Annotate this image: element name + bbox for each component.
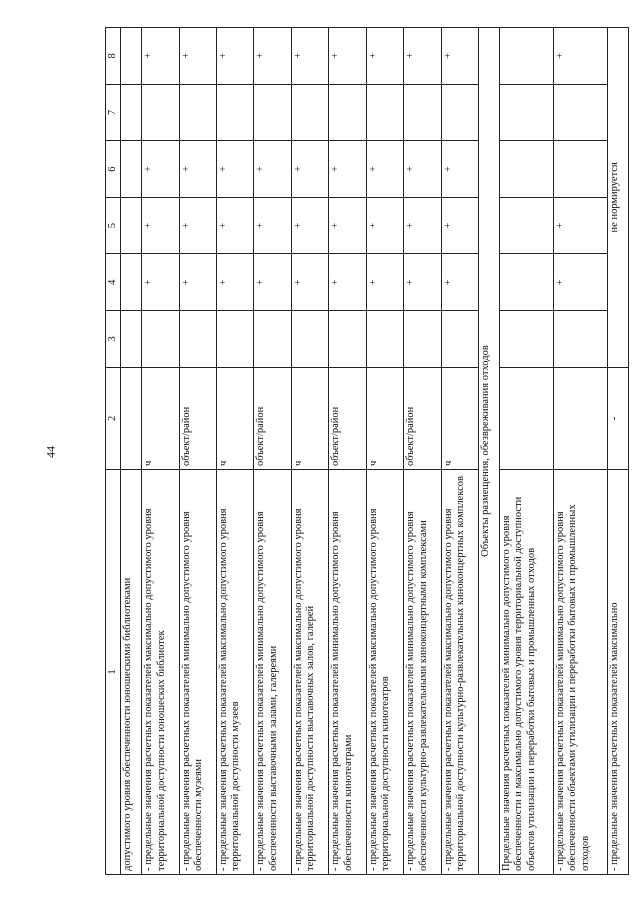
mark-cell — [121, 28, 142, 85]
not-regulated-note: не нормируется — [608, 28, 629, 368]
mark-cell: + — [329, 28, 366, 85]
mark-cell — [499, 141, 553, 198]
mark-cell — [404, 311, 441, 368]
header-cell: 5 — [106, 197, 121, 254]
indicator-label: допустимого уровня обеспеченности юношескими библиотеками — [121, 470, 142, 875]
mark-cell: + — [329, 141, 366, 198]
mark-cell: + — [441, 141, 478, 198]
indicator-label: - предельные значения расчетных показателей минимально допустимого уровня обеспеченности культурно-развлекательными киноконцертными комплексами — [404, 470, 441, 875]
mark-cell — [217, 84, 254, 141]
unit-cell: объект/район — [404, 367, 441, 469]
mark-cell — [553, 84, 607, 141]
unit-cell: объект/район — [329, 367, 366, 469]
table-row — [179, 28, 216, 875]
mark-cell: + — [142, 197, 179, 254]
table-row — [142, 28, 179, 875]
mark-cell: + — [291, 28, 328, 85]
indicator-label: - предельные значения расчетных показателей максимально допустимого уровня территориальной доступности культурно-развлекательных киноконцертных комплексов — [441, 470, 478, 875]
mark-cell: + — [142, 254, 179, 311]
mark-cell — [329, 84, 366, 141]
mark-cell: + — [254, 28, 291, 85]
mark-cell: + — [404, 28, 441, 85]
indicator-label: - предельные значения расчетных показателей максимально допустимого уровня территориальной доступности музеев — [217, 470, 254, 875]
mark-cell: + — [179, 28, 216, 85]
indicator-label: - предельные значения расчетных показателей максимально допустимого уровня территориальной доступности кинотеатров — [366, 470, 403, 875]
indicator-label: - предельные значения расчетных показателей максимально допустимого уровня территориальной доступности выставочных залов, галерей — [291, 470, 328, 875]
unit-cell: ч — [366, 367, 403, 469]
table-row — [441, 28, 478, 875]
mark-cell: + — [553, 28, 607, 85]
mark-cell — [291, 311, 328, 368]
mark-cell: + — [404, 141, 441, 198]
unit-cell: ч — [441, 367, 478, 469]
header-row — [106, 28, 121, 875]
mark-cell: + — [217, 254, 254, 311]
mark-cell — [121, 197, 142, 254]
section-row — [479, 28, 500, 875]
indicator-label: - предельные значения расчетных показателей минимально допустимого уровня обеспеченности кинотеатрами — [329, 470, 366, 875]
header-cell: 1 — [106, 470, 121, 875]
mark-cell — [254, 311, 291, 368]
mark-cell: + — [291, 197, 328, 254]
mark-cell: + — [254, 197, 291, 254]
mark-cell — [121, 254, 142, 311]
rotated-table-container — [105, 27, 629, 875]
page-number: 44 — [43, 446, 58, 458]
header-cell: 7 — [106, 84, 121, 141]
table-row — [217, 28, 254, 875]
mark-cell — [366, 311, 403, 368]
mark-cell: + — [553, 254, 607, 311]
mark-cell — [121, 311, 142, 368]
mark-cell: + — [217, 141, 254, 198]
mark-cell: + — [329, 197, 366, 254]
mark-cell: + — [254, 141, 291, 198]
unit-cell: ч — [142, 367, 179, 469]
unit-cell: объект/район — [254, 367, 291, 469]
unit-cell: - — [608, 367, 629, 469]
mark-cell: + — [217, 28, 254, 85]
table-row — [291, 28, 328, 875]
mark-cell — [499, 311, 553, 368]
mark-cell — [142, 84, 179, 141]
mark-cell: + — [366, 141, 403, 198]
mark-cell: + — [366, 197, 403, 254]
mark-cell: + — [441, 197, 478, 254]
mark-cell: + — [291, 141, 328, 198]
mark-cell — [553, 311, 607, 368]
mark-cell: + — [441, 254, 478, 311]
mark-cell: + — [291, 254, 328, 311]
mark-cell: + — [366, 28, 403, 85]
indicator-label: - предельные значения расчетных показателей максимально допустимого уровня территориальной доступности юношеских библиотек — [142, 470, 179, 875]
unit-cell — [499, 367, 553, 469]
unit-cell: ч — [217, 367, 254, 469]
table-body — [121, 28, 629, 875]
indicator-label: - предельные значения расчетных показателей минимально допустимого уровня обеспеченности объектами утилизации и переработки бытовых и промышленных отходов — [553, 470, 607, 875]
mark-cell: + — [553, 197, 607, 254]
table-row — [553, 28, 607, 875]
mark-cell — [499, 28, 553, 85]
header-cell: 4 — [106, 254, 121, 311]
mark-cell — [179, 311, 216, 368]
mark-cell: + — [404, 254, 441, 311]
mark-cell — [179, 84, 216, 141]
unit-cell — [121, 367, 142, 469]
mark-cell: + — [179, 197, 216, 254]
header-cell: 8 — [106, 28, 121, 85]
table-row — [121, 28, 142, 875]
table-row — [404, 28, 441, 875]
mark-cell — [441, 84, 478, 141]
header-cell: 3 — [106, 311, 121, 368]
mark-cell: + — [142, 28, 179, 85]
mark-cell — [499, 197, 553, 254]
table-row — [499, 28, 553, 875]
mark-cell — [553, 141, 607, 198]
mark-cell — [121, 84, 142, 141]
mark-cell — [404, 84, 441, 141]
table-row — [366, 28, 403, 875]
unit-cell — [553, 367, 607, 469]
mark-cell: + — [179, 254, 216, 311]
mark-cell: + — [179, 141, 216, 198]
header-cell: 2 — [106, 367, 121, 469]
section-title: Объекты размещения, обезвреживания отходов — [479, 28, 500, 875]
normatives-table — [105, 27, 629, 875]
mark-cell: + — [217, 197, 254, 254]
mark-cell: + — [441, 28, 478, 85]
indicator-label: - предельные значения расчетных показателей минимально допустимого уровня обеспеченности музеями — [179, 470, 216, 875]
indicator-label: Предельные значения расчетных показателей минимально допустимого уровня обеспеченности и максимально допустимого уровня территориальной доступности объектов утилизации и переработки бытовых и промышленных отходов — [499, 470, 553, 875]
unit-cell: ч — [291, 367, 328, 469]
table-row — [329, 28, 366, 875]
mark-cell — [329, 311, 366, 368]
mark-cell — [254, 84, 291, 141]
mark-cell: + — [254, 254, 291, 311]
table-row — [608, 28, 629, 875]
mark-cell — [217, 311, 254, 368]
header-cell: 6 — [106, 141, 121, 198]
unit-cell: объект/район — [179, 367, 216, 469]
indicator-label: - предельные значения расчетных показателей минимально допустимого уровня обеспеченности выставочными залами, галереями — [254, 470, 291, 875]
mark-cell — [142, 311, 179, 368]
mark-cell — [499, 84, 553, 141]
indicator-label: - предельные значения расчетных показателей максимально — [608, 470, 629, 875]
mark-cell — [441, 311, 478, 368]
mark-cell: + — [329, 254, 366, 311]
mark-cell — [499, 254, 553, 311]
mark-cell: + — [404, 197, 441, 254]
mark-cell: + — [366, 254, 403, 311]
mark-cell — [121, 141, 142, 198]
table-row — [254, 28, 291, 875]
mark-cell: + — [142, 141, 179, 198]
mark-cell — [366, 84, 403, 141]
mark-cell — [291, 84, 328, 141]
